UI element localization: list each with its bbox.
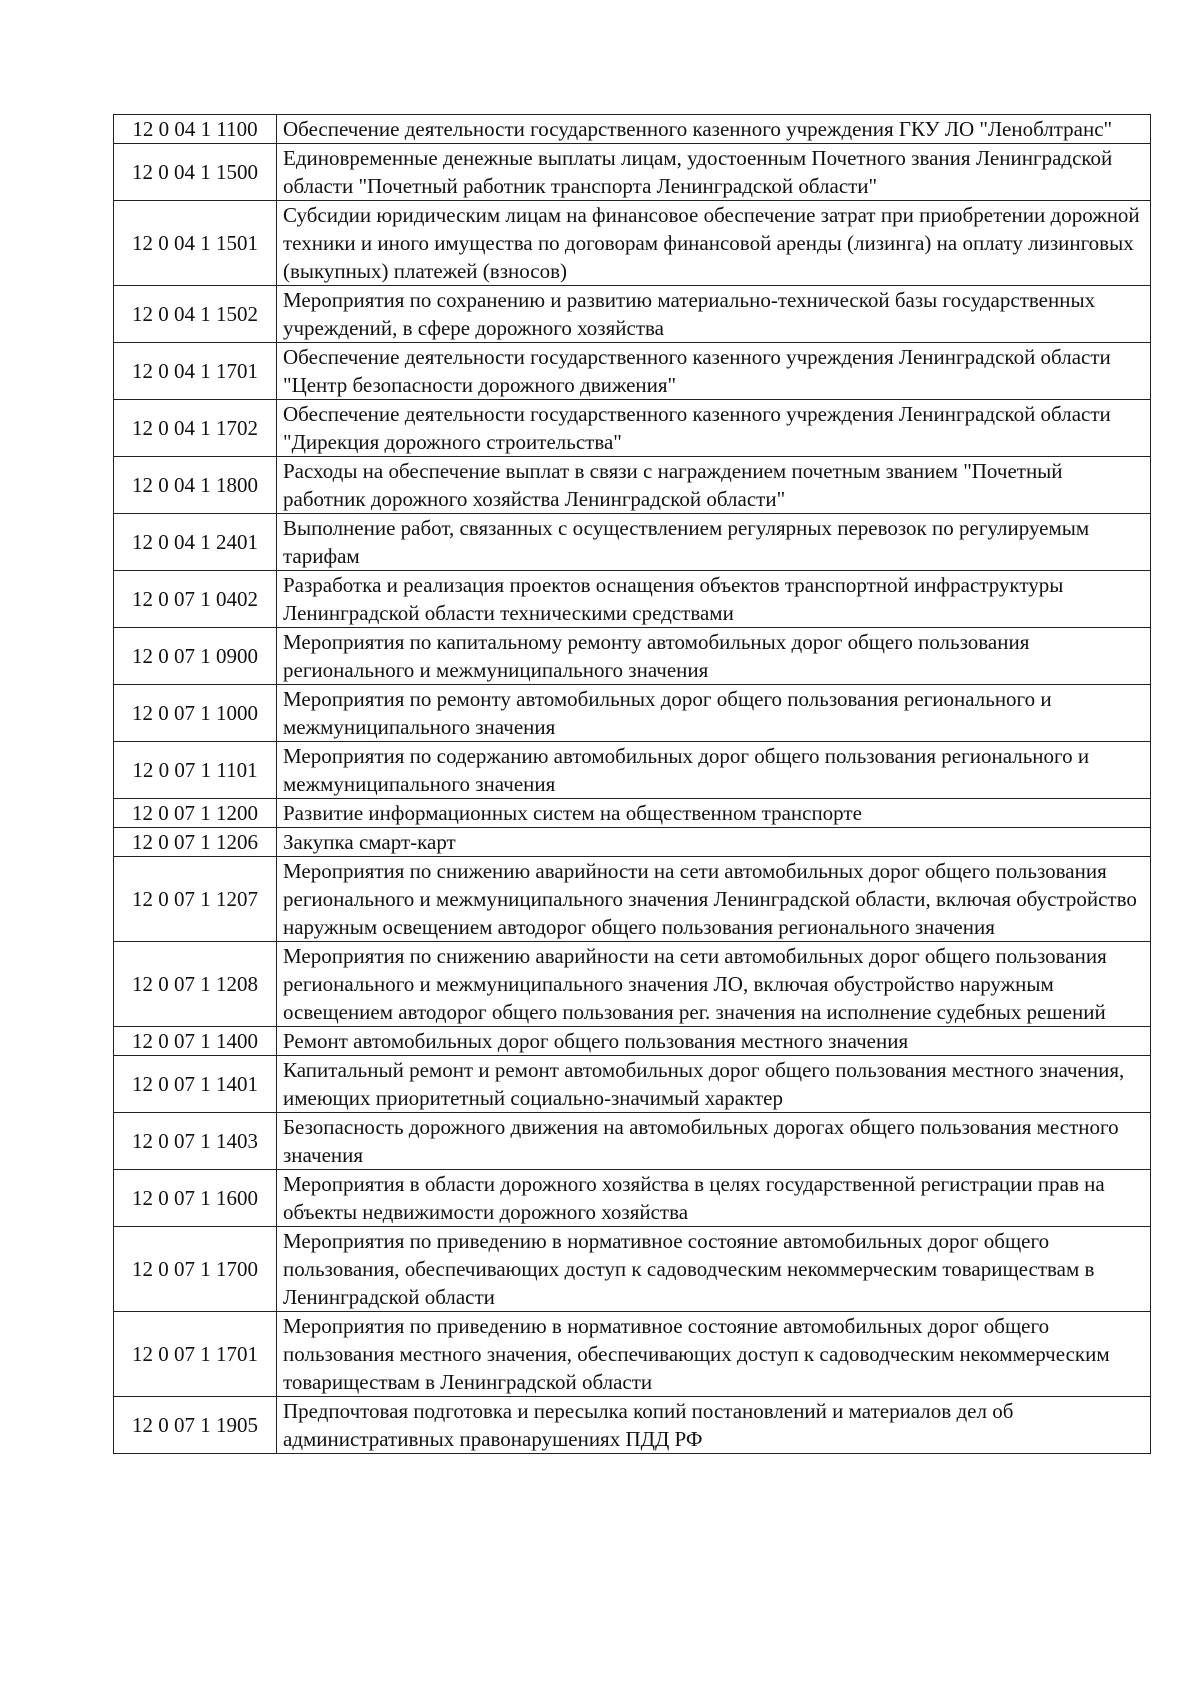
table-row <box>114 514 1151 571</box>
row-code-cell: 12 0 07 1 1701 <box>114 1312 277 1397</box>
row-code-cell: 12 0 07 1 1700 <box>114 1227 277 1312</box>
row-code-cell: 12 0 07 1 1200 <box>114 799 277 828</box>
table-row <box>114 828 1151 857</box>
row-description-cell: Мероприятия в области дорожного хозяйства в целях государственной регистрации прав на объекты недвижимости дорожного хозяйства <box>277 1170 1151 1227</box>
row-description-cell: Разработка и реализация проектов оснащения объектов транспортной инфраструктуры Ленинградской области техническими средствами <box>277 571 1151 628</box>
table-row <box>114 1056 1151 1113</box>
row-code-cell: 12 0 07 1 1208 <box>114 942 277 1027</box>
row-code-cell: 12 0 07 1 1401 <box>114 1056 277 1113</box>
table-row <box>114 1027 1151 1056</box>
table-row <box>114 742 1151 799</box>
row-description-cell: Мероприятия по капитальному ремонту автомобильных дорог общего пользования регионального и межмуниципального значения <box>277 628 1151 685</box>
table-row <box>114 286 1151 343</box>
table-row <box>114 1227 1151 1312</box>
table-row <box>114 201 1151 286</box>
row-code-cell: 12 0 07 1 1403 <box>114 1113 277 1170</box>
table-row <box>114 1170 1151 1227</box>
row-code-cell: 12 0 04 1 2401 <box>114 514 277 571</box>
row-description-cell: Мероприятия по содержанию автомобильных дорог общего пользования регионального и межмуниципального значения <box>277 742 1151 799</box>
row-description-cell: Мероприятия по снижению аварийности на сети автомобильных дорог общего пользования регионального и межмуниципального значения Ленинградской области, включая обустройство наружным освещением автодорог общего пользования регионального значения <box>277 857 1151 942</box>
row-description-cell: Капитальный ремонт и ремонт автомобильных дорог общего пользования местного значения, имеющих приоритетный социально-значимый характер <box>277 1056 1151 1113</box>
table-row <box>114 1312 1151 1397</box>
table-row <box>114 799 1151 828</box>
row-description-cell: Развитие информационных систем на общественном транспорте <box>277 799 1151 828</box>
row-description-cell: Субсидии юридическим лицам на финансовое обеспечение затрат при приобретении дорожной техники и иного имущества по договорам финансовой аренды (лизинга) на оплату лизинговых (выкупных) платежей (взносов) <box>277 201 1151 286</box>
table-row <box>114 1397 1151 1454</box>
row-code-cell: 12 0 04 1 1501 <box>114 201 277 286</box>
row-description-cell: Закупка смарт-карт <box>277 828 1151 857</box>
row-code-cell: 12 0 07 1 0402 <box>114 571 277 628</box>
table-row <box>114 400 1151 457</box>
row-description-cell: Мероприятия по приведению в нормативное состояние автомобильных дорог общего пользования местного значения, обеспечивающих доступ к садоводческим некоммерческим товариществам в Ленинградской области <box>277 1312 1151 1397</box>
table-row <box>114 343 1151 400</box>
row-description-cell: Мероприятия по приведению в нормативное состояние автомобильных дорог общего пользования, обеспечивающих доступ к садоводческим некоммерческим товариществам в Ленинградской области <box>277 1227 1151 1312</box>
budget-codes-table <box>113 114 1151 1454</box>
table-row <box>114 685 1151 742</box>
row-code-cell: 12 0 04 1 1800 <box>114 457 277 514</box>
table-row <box>114 628 1151 685</box>
table-row <box>114 1113 1151 1170</box>
row-code-cell: 12 0 07 1 1207 <box>114 857 277 942</box>
row-description-cell: Выполнение работ, связанных с осуществлением регулярных перевозок по регулируемым тарифам <box>277 514 1151 571</box>
row-code-cell: 12 0 04 1 1100 <box>114 115 277 144</box>
table-row <box>114 571 1151 628</box>
row-description-cell: Мероприятия по снижению аварийности на сети автомобильных дорог общего пользования регионального и межмуниципального значения ЛО, включая обустройство наружным освещением автодорог общего пользования рег. значения на исполнение судебных решений <box>277 942 1151 1027</box>
row-description-cell: Единовременные денежные выплаты лицам, удостоенным Почетного звания Ленинградской области "Почетный работник транспорта Ленинградской области" <box>277 144 1151 201</box>
table-row <box>114 942 1151 1027</box>
row-description-cell: Мероприятия по сохранению и развитию материально-технической базы государственных учреждений, в сфере дорожного хозяйства <box>277 286 1151 343</box>
row-code-cell: 12 0 07 1 1400 <box>114 1027 277 1056</box>
table-body <box>114 115 1151 1454</box>
row-description-cell: Ремонт автомобильных дорог общего пользования местного значения <box>277 1027 1151 1056</box>
row-code-cell: 12 0 04 1 1500 <box>114 144 277 201</box>
row-code-cell: 12 0 04 1 1702 <box>114 400 277 457</box>
table-row <box>114 144 1151 201</box>
table-row <box>114 115 1151 144</box>
row-description-cell: Обеспечение деятельности государственного казенного учреждения Ленинградской области "Дирекция дорожного строительства" <box>277 400 1151 457</box>
table-row <box>114 857 1151 942</box>
row-description-cell: Мероприятия по ремонту автомобильных дорог общего пользования регионального и межмуниципального значения <box>277 685 1151 742</box>
row-description-cell: Безопасность дорожного движения на автомобильных дорогах общего пользования местного значения <box>277 1113 1151 1170</box>
row-description-cell: Обеспечение деятельности государственного казенного учреждения Ленинградской области "Центр безопасности дорожного движения" <box>277 343 1151 400</box>
row-code-cell: 12 0 07 1 1000 <box>114 685 277 742</box>
row-code-cell: 12 0 07 1 1600 <box>114 1170 277 1227</box>
row-code-cell: 12 0 07 1 1206 <box>114 828 277 857</box>
table-row <box>114 457 1151 514</box>
row-description-cell: Расходы на обеспечение выплат в связи с награждением почетным званием "Почетный работник дорожного хозяйства Ленинградской области" <box>277 457 1151 514</box>
row-code-cell: 12 0 04 1 1502 <box>114 286 277 343</box>
row-code-cell: 12 0 07 1 1101 <box>114 742 277 799</box>
row-code-cell: 12 0 07 1 0900 <box>114 628 277 685</box>
row-description-cell: Предпочтовая подготовка и пересылка копий постановлений и материалов дел об административных правонарушениях ПДД РФ <box>277 1397 1151 1454</box>
row-code-cell: 12 0 04 1 1701 <box>114 343 277 400</box>
row-code-cell: 12 0 07 1 1905 <box>114 1397 277 1454</box>
row-description-cell: Обеспечение деятельности государственного казенного учреждения ГКУ ЛО "Леноблтранс" <box>277 115 1151 144</box>
